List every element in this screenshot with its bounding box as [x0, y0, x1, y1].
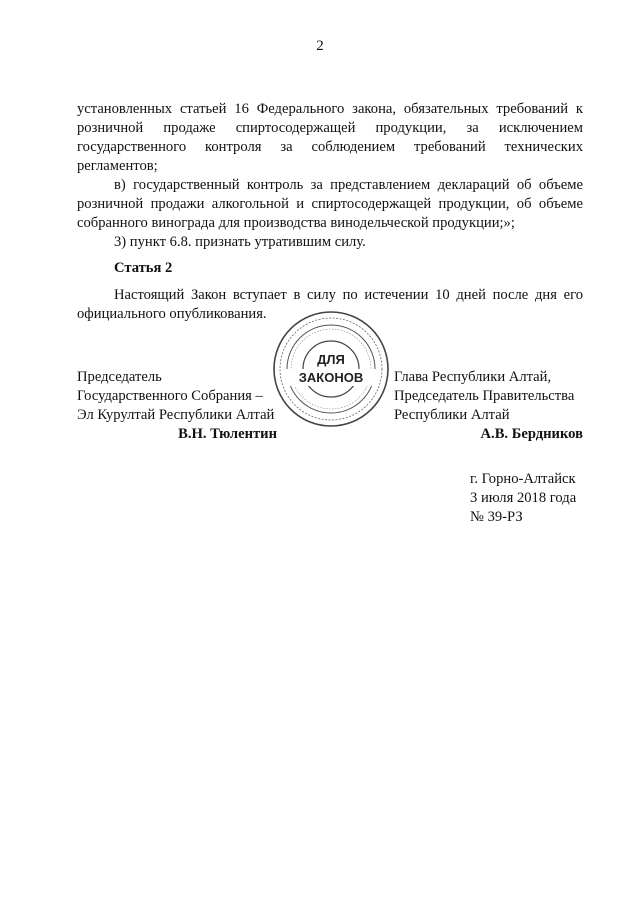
law-number: № 39-РЗ	[470, 509, 523, 525]
signature-right-title-3: Республики Алтай	[394, 407, 510, 423]
stamp-text-line2: ЗАКОНОВ	[298, 370, 364, 385]
page-number: 2	[316, 38, 324, 54]
article-heading: Статья 2	[114, 260, 173, 276]
signature-right-title-1: Глава Республики Алтай,	[394, 369, 552, 385]
signature-left	[77, 368, 297, 444]
signature-left-name: В.Н. Тюлентин	[178, 426, 277, 442]
signature-left-title-2: Государственного Собрания –	[77, 388, 263, 404]
stamp-text-line1: ДЛЯ	[317, 352, 345, 367]
signature-left-title-3: Эл Курултай Республики Алтай	[77, 407, 275, 423]
signature-right-title-2: Председатель Правительства	[394, 388, 575, 404]
paragraph-continuation: установленных статьей 16 Федерального закона, обязательных требований к розничной продаже спиртосодержащей продукции, за исключением государственного контроля за соблюдением требований технических регламентов;	[77, 101, 583, 174]
paragraph-item-v: в) государственный контроль за представлением деклараций об объеме розничной продажи алкогольной и спиртосодержащей продукции, об объеме собранного винограда для производства винодельческой продукции;»;	[77, 177, 583, 231]
place-city: г. Горно-Алтайск	[470, 471, 576, 487]
signature-right-name: А.В. Бердников	[480, 426, 583, 442]
signature-right	[394, 368, 594, 444]
place-date: 3 июля 2018 года	[470, 490, 577, 506]
article-text: Настоящий Закон вступает в силу по истечении 10 дней после дня его официального опубликования.	[77, 287, 583, 322]
paragraph-item-3: 3) пункт 6.8. признать утратившим силу.	[114, 234, 366, 250]
document-body	[77, 100, 583, 324]
signature-left-title-1: Председатель	[77, 369, 162, 385]
place-date-block	[470, 470, 576, 527]
